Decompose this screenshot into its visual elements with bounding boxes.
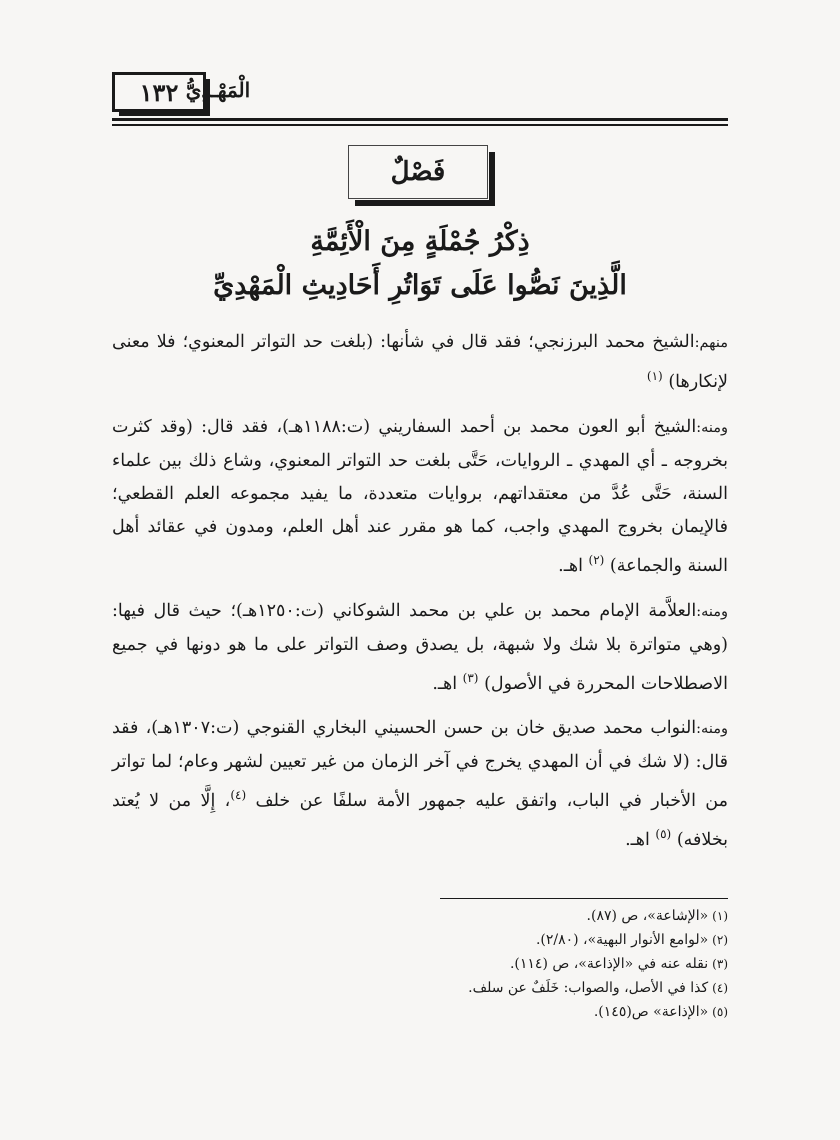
page-header — [112, 72, 728, 116]
paragraph-tail: اهـ. — [432, 673, 463, 694]
footnote-number: (٢) — [712, 933, 728, 947]
body-text — [112, 326, 728, 869]
footnote-text: «لوامع الأنوار البهية»، (٢/٨٠). — [535, 932, 709, 948]
paragraph-lead: منهم: — [694, 335, 728, 351]
paragraph-tail: اهـ. — [558, 555, 589, 576]
paragraph-lead: ومنه: — [696, 721, 728, 738]
footnote-number: (٤) — [712, 981, 728, 995]
footnote-1 — [112, 904, 728, 928]
section-label: فَصْلٌ — [348, 145, 488, 199]
page-number: ١٣٢ — [112, 72, 206, 112]
footnote-4 — [112, 976, 728, 1000]
paragraph-text: الشيخ أبو العون محمد بن أحمد السفاريني (ت:١١٨٨هـ)، فقد قال: (وقد كثرت بخروجه ـ أي المهدي ـ الروايات، حَتَّى بلغت حد التواتر المعنوي، وشاع ذلك بين علماء السنة، حَتَّى عُدَّ من معتقداتهم، بروايات متعددة، ما يفيد مجموعه العلم القطعي؛ فالإيمان بخروج المهدي واجب، كما هو مقرر عند أهل العلم، ومدون في عقائد أهل السنة والجماعة) — [112, 416, 728, 576]
paragraph-text: النواب محمد صديق خان بن حسن الحسيني البخاري القنوجي (ت:١٣٠٧هـ)، فقد قال: (لا شك في أن المهدي يخرج في آخر الزمان من غير تعيين لشهر وعام؛ لما تواتر من الأخبار في الباب، واتفق عليه جمهور الأمة سلفًا عن خلف — [112, 718, 728, 812]
footnote-text: «الإشاعة»، ص (٨٧). — [586, 908, 709, 924]
footnote-number: (٣) — [712, 957, 728, 971]
footnote-number: (١) — [712, 909, 728, 923]
paragraph-tail: اهـ. — [625, 830, 656, 851]
paragraph-2 — [112, 411, 728, 583]
footnote-ref: (٣) — [462, 670, 479, 685]
footnote-ref: (٥) — [655, 827, 672, 842]
footnote-text: نقله عنه في «الإذاعة»، ص (١١٤). — [509, 956, 709, 972]
chapter-title-line-2: الَّذِينَ نَصُّوا عَلَى تَوَاتُرِ أَحَادِيثِ الْمَهْدِيِّ — [213, 270, 627, 301]
chapter-title-line-1: ذِكْرُ جُمْلَةٍ مِنَ الْأَئِمَّةِ — [310, 226, 530, 257]
footnote-separator — [440, 898, 728, 899]
paragraph-text: العلاَّمة الإمام محمد بن علي بن محمد الشوكاني (ت:١٢٥٠هـ)؛ حيث قال فيها: (وهي متواترة بلا شك ولا شبهة، بل يصدق وصف التواتر على ما هو دونها في جميع الاصطلاحات المحررة في الأصول) — [112, 600, 728, 694]
footnote-number: (٥) — [712, 1005, 728, 1019]
paragraph-text: الشيخ محمد البرزنجي؛ فقد قال في شأنها: (بلغت حد التواتر المعنوي؛ فلا معنى لإنكارها) — [112, 332, 728, 392]
footnote-5 — [112, 1000, 728, 1024]
paragraph-1 — [112, 326, 728, 399]
paragraph-4 — [112, 712, 728, 857]
footnote-ref: (٤) — [230, 788, 247, 803]
paragraph-3 — [112, 595, 728, 701]
header-double-rule — [112, 118, 728, 126]
footnote-3 — [112, 952, 728, 976]
footnote-2 — [112, 928, 728, 952]
paragraph-text-continued: ، إِلَّا من لا يُعتد بخلافه) — [112, 791, 728, 851]
footnote-text: كذا في الأصل، والصواب: خَلَفٌ عن سلف. — [468, 980, 709, 996]
running-title: الْمَهْـدِيُّ — [185, 78, 251, 102]
footnote-text: «الإذاعة» ص(١٤٥). — [593, 1004, 709, 1020]
footnote-ref: (٢) — [588, 552, 605, 567]
footnote-ref: (١) — [646, 369, 663, 383]
paragraph-lead: ومنه: — [696, 419, 728, 436]
footnotes — [112, 904, 728, 1024]
chapter-title — [112, 220, 728, 308]
paragraph-lead: ومنه: — [696, 603, 728, 620]
